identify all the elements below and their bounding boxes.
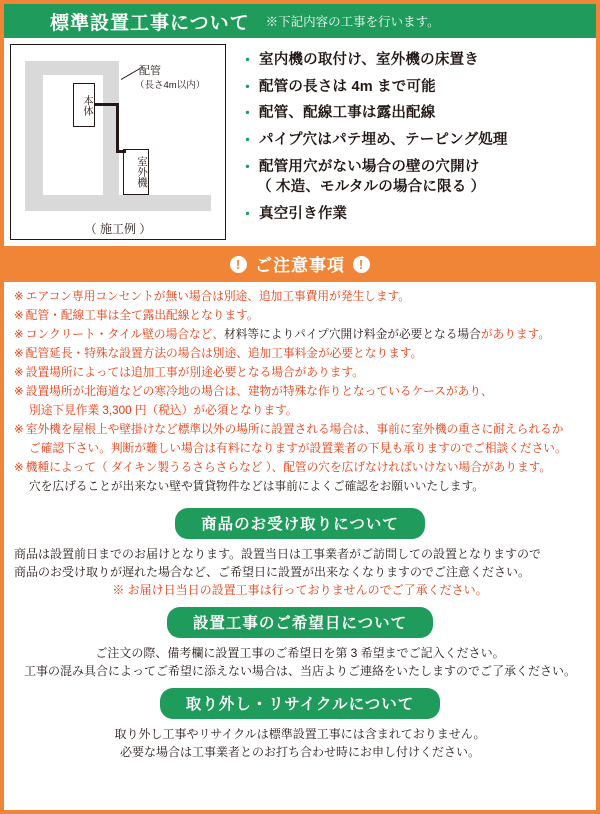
note-item <box>14 460 586 477</box>
note-text: 配管延長・特殊な設置方法の場合は別途、追加工事料金が必要となります。 <box>25 346 423 360</box>
section-line: 商品は設置前日までのお届けとなります。設置当日は工事業者がご訪問しての設置となりますので <box>14 546 542 561</box>
work-items-list <box>226 44 592 240</box>
list-item-label: 配管の長さは 4m まで可能 <box>259 78 436 95</box>
list-item <box>240 206 592 224</box>
header-note: ※下記内容の工事を行います。 <box>265 15 440 29</box>
note-mark: ※ <box>14 327 24 341</box>
diagram-leader-line <box>121 68 141 80</box>
caution-notes <box>4 282 596 500</box>
installation-diagram <box>10 44 226 240</box>
caution-banner <box>4 246 596 282</box>
note-item <box>14 365 586 382</box>
list-item-label: 配管用穴がない場合の壁の穴開け <box>259 158 480 175</box>
list-item <box>240 132 592 150</box>
note-text: 設置場所が北海道などの寒冷地の場合は、建物が特殊な作りとなっているケースがあり、 <box>25 384 493 398</box>
section-line: 必要な場合は工事業者とのお打ち合わせ時にお申し付けください。 <box>119 744 480 759</box>
caution-title: ご注意事項 <box>255 256 345 275</box>
page-title: 標準設置工事について <box>50 12 250 34</box>
section-body-delivery <box>4 539 596 599</box>
list-item-label: パイプ穴はパテ埋め、テーピング処理 <box>259 132 508 149</box>
list-item <box>240 105 592 123</box>
list-item-label: 真空引き作業 <box>259 206 348 223</box>
note-continuation: ご確認下さい。判断が難しい場合は有料になりますが設置業者の下見も承りますのでご相談ください。 <box>29 441 567 455</box>
bullet-dot-icon: ・ <box>240 206 256 224</box>
section-title-delivery: 商品のお受け取りについて <box>175 508 425 539</box>
page-header <box>4 4 596 38</box>
note-mark: ※ <box>14 290 24 303</box>
diagram-pipe-length-label: （長さ4m以内） <box>135 80 206 91</box>
note-item <box>14 384 586 401</box>
bullet-dot-icon: ・ <box>240 105 256 123</box>
list-item <box>240 79 592 97</box>
overview-section <box>4 38 596 244</box>
bullet-dot-icon: ・ <box>240 158 256 176</box>
diagram-pipe-connector <box>116 150 126 153</box>
diagram-caption: （ 施工例 ） <box>84 222 152 236</box>
section-title-schedule: 設置工事のご希望日について <box>167 607 433 638</box>
note-text-emphasis: 材料等によりパイプ穴開け料金が必要となる場合 <box>224 327 481 341</box>
diagram-ceiling <box>25 61 119 75</box>
section-line: ご注文の際、備考欄に設置工事のご希望日を第 3 希望までご記入ください。 <box>95 645 505 660</box>
note-text: 設置場所によっては追加工事が別途必要となる場合があります。 <box>25 365 364 379</box>
exclamation-icon: ! <box>353 256 370 273</box>
note-text: 機種によって（ ダイキン製うるさらさらなど ）、配管の穴を広げなければいけない場合があります。 <box>25 460 552 474</box>
note-text: 配管・配線工事は全て露出配線となります。 <box>25 308 259 322</box>
bullet-dot-icon: ・ <box>240 78 256 96</box>
bullet-dot-icon: ・ <box>240 52 256 69</box>
section-line-highlight: ※ お届け日当日の設置工事は行っておりませんのでご了承ください。 <box>112 582 488 597</box>
bullet-dot-icon: ・ <box>240 132 256 150</box>
note-mark: ※ <box>14 384 24 398</box>
note-text: があります。 <box>480 327 551 341</box>
list-item <box>240 159 592 177</box>
section-line: 商品のお受け取りが遅れた場合など、ご希望日に設置が出来なくなりますのでご注意ください。 <box>14 564 531 579</box>
note-mark: ※ <box>14 460 24 474</box>
list-item-label: 室内機の取付け、室外機の床置き <box>259 52 479 68</box>
note-mark: ※ <box>14 422 24 436</box>
diagram-wall-left <box>25 61 43 211</box>
list-item <box>240 52 592 70</box>
list-item-label: （ 木造、モルタルの場合に限る ） <box>257 179 486 196</box>
section-line: 工事の混み具合によってご希望に添えない場合は、当店よりご連絡をいたしますのでご了承ください。 <box>23 663 576 678</box>
note-item <box>14 422 586 439</box>
note-item <box>14 327 586 344</box>
section-body-schedule <box>4 638 596 680</box>
note-mark: ※ <box>14 365 24 379</box>
note-item <box>14 308 586 325</box>
section-title-recycle: 取り外し・リサイクルについて <box>160 688 441 719</box>
section-line: 取り外し工事やリサイクルは標準設置工事には含まれておりません。 <box>114 726 486 741</box>
diagram-outdoor-unit: 室外機 <box>123 149 149 195</box>
note-text: コンクリート・タイル壁の場合など、 <box>25 327 225 341</box>
list-item-sub <box>240 179 592 197</box>
diagram-floor <box>25 195 211 211</box>
list-item-label: 配管、配線工事は露出配線 <box>259 105 436 122</box>
exclamation-icon: ! <box>230 256 247 273</box>
diagram-pipe-vertical <box>116 103 119 153</box>
note-text: エアコン専用コンセントが無い場合は別途、追加工事費用が発生します。 <box>25 290 410 303</box>
section-body-recycle <box>4 719 596 761</box>
diagram-indoor-unit: 本体 <box>73 83 95 127</box>
note-mark: ※ <box>14 346 24 360</box>
diagram-pipe-label: 配管 <box>139 65 161 77</box>
note-item <box>14 346 586 363</box>
note-continuation: 別途下見作業 3,300 円（税込）が必須となります。 <box>29 403 298 417</box>
note-continuation: 穴を広げることが出来ない壁や賃貸物件などは事前によくご確認をお願いいたします。 <box>29 479 484 493</box>
note-mark: ※ <box>14 308 24 322</box>
note-text: 室外機を屋根上や壁掛けなど標準以外の場所に設置される場合は、事前に室外機の重さに耐えられるか <box>25 422 564 436</box>
note-item <box>14 289 586 306</box>
